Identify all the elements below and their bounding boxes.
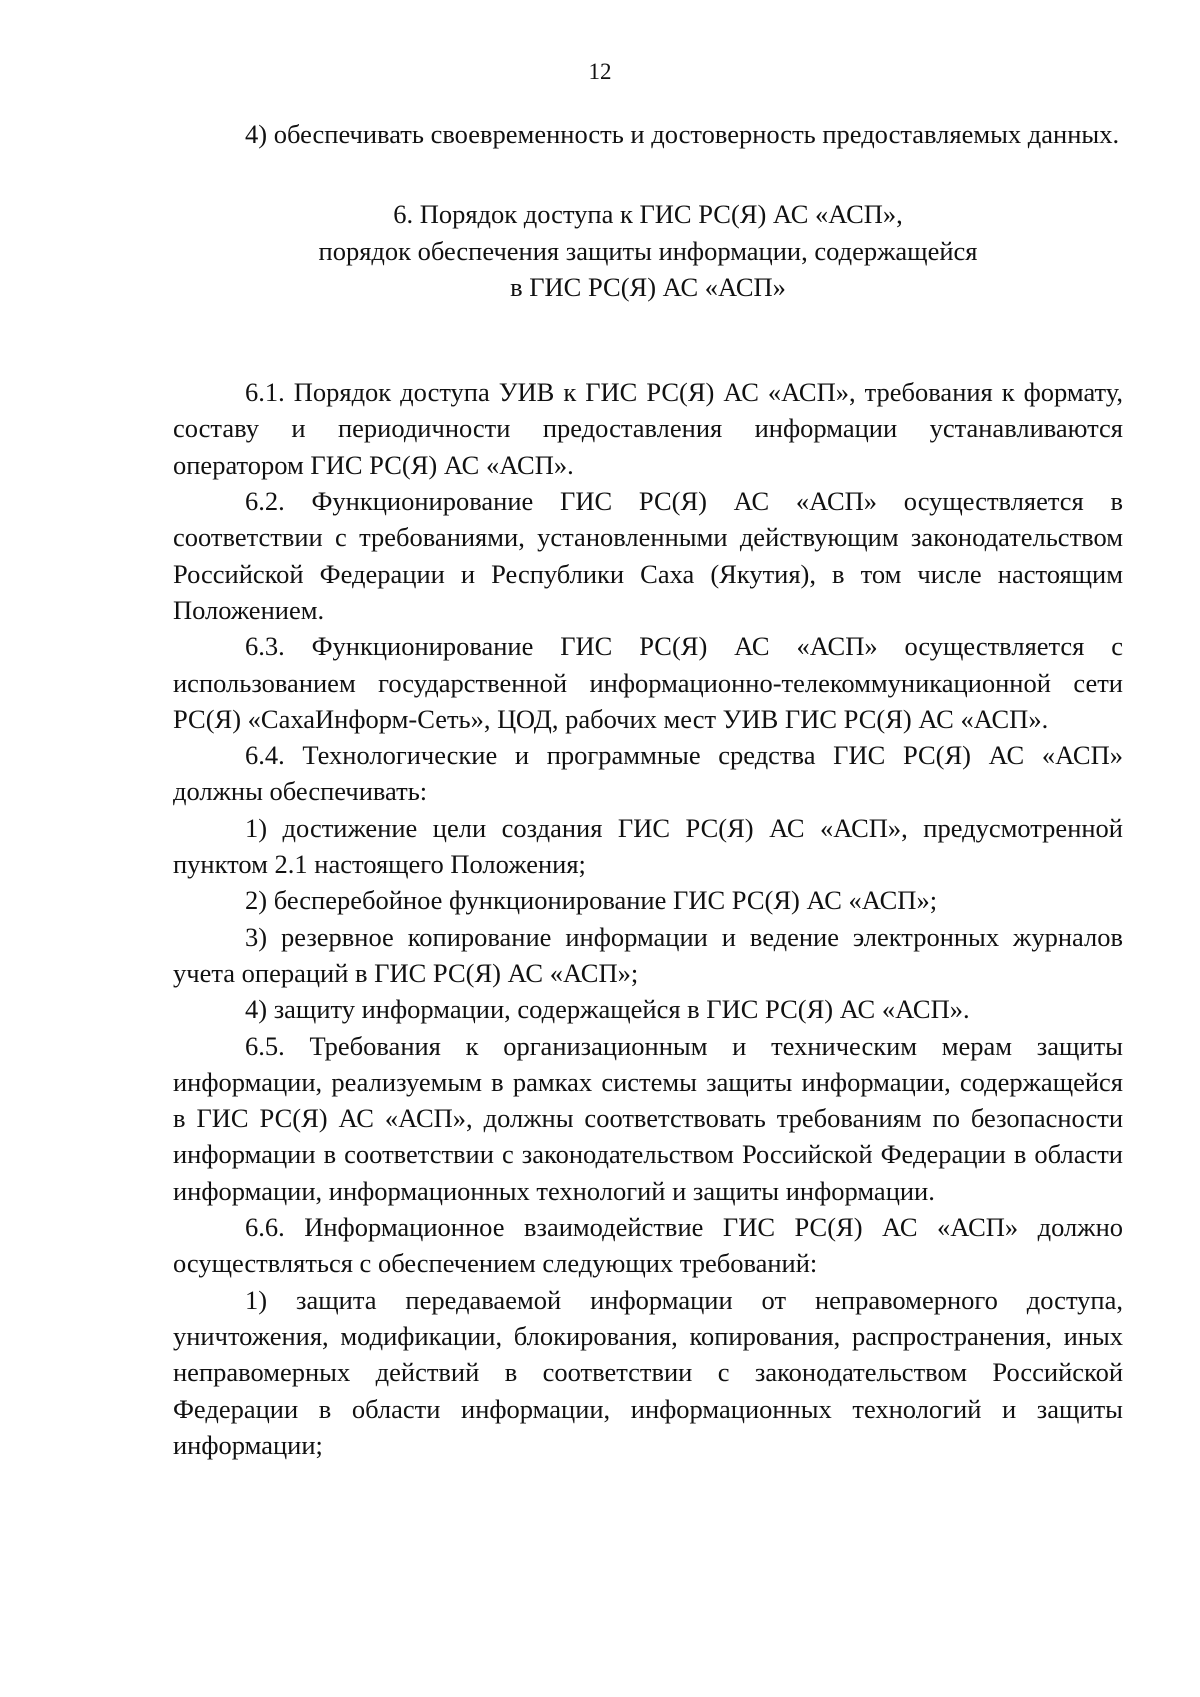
section-heading-line: порядок обеспечения защиты информации, содержащейся	[318, 235, 978, 266]
list-item: 1) защита передаваемой информации от неправомерного доступа, уничтожения, модификации, блокирования, копирования, распространения, иных неправомерных действий в соответствии с законодательством Российской Федерации в области информации, информационных технологий и защиты информации;	[173, 1284, 1123, 1460]
intro-paragraph: 4) обеспечивать своевременность и достоверность предоставляемых данных.	[245, 119, 1120, 149]
paragraph-6-3: 6.3. Функционирование ГИС РС(Я) АС «АСП» осуществляется с использованием государственной информационно-телекоммуникационной сети РС(Я) «СахаИнформ-Сеть», ЦОД, рабочих мест УИВ ГИС РС(Я) АС «АСП».	[173, 631, 1123, 734]
paragraph-6-1: 6.1. Порядок доступа УИВ к ГИС РС(Я) АС «АСП», требования к формату, составу и периодичности предоставления информации устанавливаются оператором ГИС РС(Я) АС «АСП».	[173, 377, 1123, 480]
section-heading-line: в ГИС РС(Я) АС «АСП»	[510, 271, 786, 302]
paragraph-6-4: 6.4. Технологические и программные средства ГИС РС(Я) АС «АСП» должны обеспечивать:	[173, 740, 1123, 807]
list-item: 3) резервное копирование информации и ведение электронных журналов учета операций в ГИС РС(Я) АС «АСП»;	[173, 921, 1123, 988]
paragraph-6-5: 6.5. Требования к организационным и техническим мерам защиты информации, реализуемым в рамках системы защиты информации, содержащейся в ГИС РС(Я) АС «АСП», должны соответствовать требованиям по безопасности информации в соответствии с законодательством Российской Федерации в области информации, информационных технологий и защиты информации.	[173, 1030, 1123, 1206]
list-item: 4) защиту информации, содержащейся в ГИС РС(Я) АС «АСП».	[245, 994, 970, 1025]
section-heading-line: 6. Порядок доступа к ГИС РС(Я) АС «АСП»,	[393, 199, 903, 230]
page-number: 12	[588, 59, 612, 84]
list-item: 1) достижение цели создания ГИС РС(Я) АС «АСП», предусмотренной пунктом 2.1 настоящего Положения;	[173, 812, 1123, 880]
paragraph-6-2: 6.2. Функционирование ГИС РС(Я) АС «АСП» осуществляется в соответствии с требованиями, установленными действующим законодательством Российской Федерации и Республики Саха (Якутия), в том числе настоящим Положением.	[173, 486, 1123, 625]
list-item: 2) бесперебойное функционирование ГИС РС(Я) АС «АСП»;	[245, 885, 938, 916]
section-heading	[173, 196, 1123, 305]
page-content	[173, 116, 1123, 1463]
paragraph-6-6: 6.6. Информационное взаимодействие ГИС РС(Я) АС «АСП» должно осуществляться с обеспечением следующих требований:	[173, 1212, 1123, 1279]
